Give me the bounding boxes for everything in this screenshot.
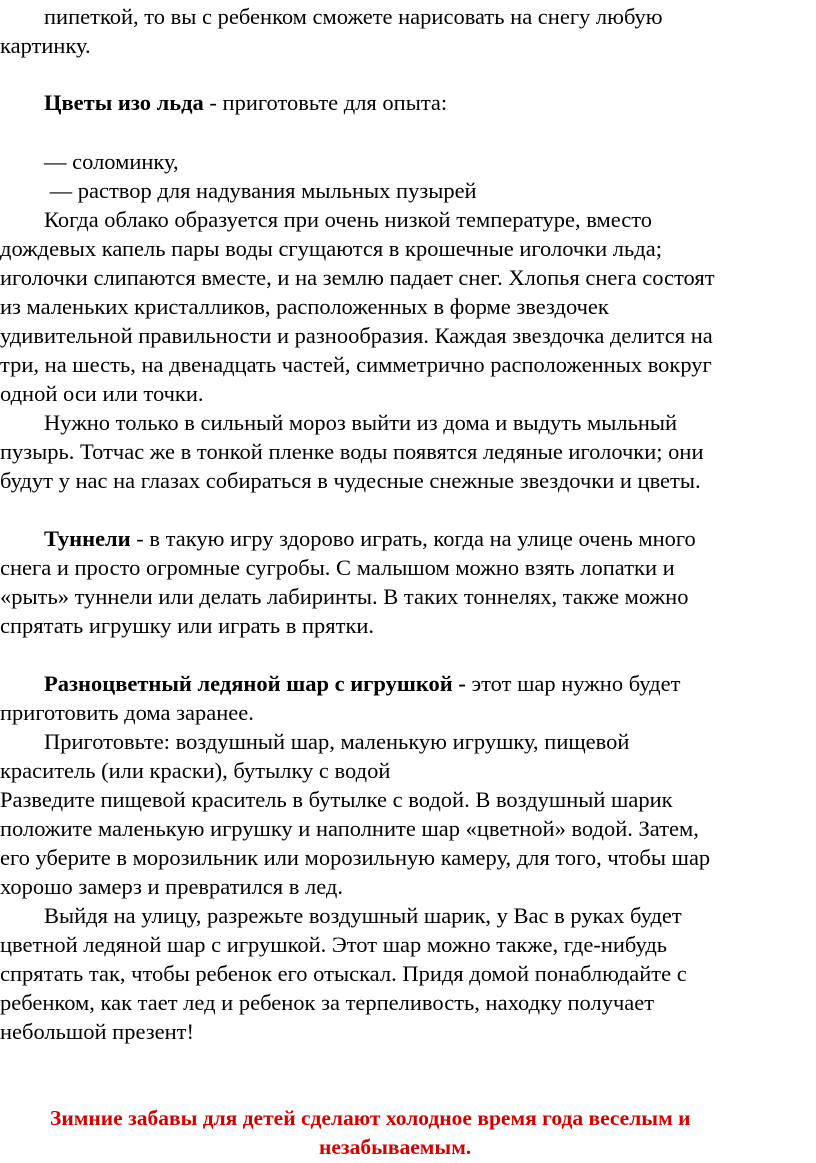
ice-ball-heading — [44, 669, 680, 698]
ice-flowers-p2-line: будут у нас на глазах собираться в чудесные снежные звездочки и цветы. — [0, 468, 701, 493]
ice-ball-steps-line: положите маленькую игрушку и наполните шар «цветной» водой. Затем, — [0, 816, 699, 841]
ice-flowers-item-1: — соломинку, — [44, 149, 179, 174]
ice-flowers-p2-line: Нужно только в сильный мороз выйти из дома и выдуть мыльный — [44, 410, 678, 435]
ice-ball-title: Разноцветный ледяной шар с игрушкой - — [44, 671, 466, 696]
ice-flowers-item-2: — раствор для надувания мыльных пузырей — [44, 178, 477, 203]
ice-ball-final-line: цветной ледяной шар с игрушкой. Этот шар можно также, где-нибудь — [0, 932, 668, 957]
intro-line-1: пипеткой, то вы с ребенком сможете нарисовать на снегу любую — [44, 4, 663, 29]
ice-ball-line-2: приготовить дома заранее. — [0, 700, 254, 725]
ice-ball-title-rest: этот шар нужно будет — [465, 671, 681, 696]
ice-flowers-p2-line: пузырь. Тотчас же в тонкой пленке воды появятся ледяные иголочки; они — [0, 439, 704, 464]
tunnels-heading — [44, 524, 696, 553]
conclusion-line-1: Зимние забавы для детей сделают холодное время года веселым и — [50, 1106, 691, 1130]
tunnels-line: снега и просто огромные сугробы. С малышом можно взять лопатки и — [0, 555, 675, 580]
intro-line-2: картинку. — [0, 33, 91, 58]
ice-flowers-heading — [44, 88, 447, 117]
ice-flowers-p1-line: дождевых капель пары воды сгущаются в крошечные иголочки льда; — [0, 236, 662, 261]
tunnels-title-rest: - в такую игру здорово играть, когда на улице очень много — [130, 526, 696, 551]
ice-flowers-p1-line: одной оси или точки. — [0, 381, 204, 406]
ice-ball-final-line: спрятать так, чтобы ребенок его отыскал. Придя домой понаблюдайте с — [0, 961, 687, 986]
ice-flowers-title-sep: - — [203, 90, 223, 115]
ice-flowers-p1-line: из маленьких кристалликов, расположенных в форме звездочек — [0, 294, 609, 319]
tunnels-line: «рыть» туннели или делать лабиринты. В таких тоннелях, также можно — [0, 584, 689, 609]
ice-flowers-p1-line: Когда облако образуется при очень низкой температуре, вместо — [44, 207, 653, 232]
ice-ball-final-line: небольшой презент! — [0, 1019, 194, 1044]
ice-ball-final-line: ребенком, как тает лед и ребенок за терпеливость, находку получает — [0, 990, 655, 1015]
ice-ball-steps-line: хорошо замерз и превратился в лед. — [0, 874, 344, 899]
tunnels-title: Туннели — [44, 526, 131, 551]
tunnels-line: спрятать игрушку или играть в прятки. — [0, 613, 375, 638]
ice-flowers-title-rest: приготовьте для опыта: — [222, 90, 448, 115]
ice-ball-steps-line: Разведите пищевой краситель в бутылке с водой. В воздушный шарик — [0, 787, 673, 812]
ice-flowers-p1-line: иголочки слипаются вместе, и на землю падает снег. Хлопья снега состоят — [0, 265, 715, 290]
ice-flowers-p1-line: три, на шесть, на двенадцать частей, симметрично расположенных вокруг — [0, 352, 712, 377]
ice-flowers-p1-line: удивительной правильности и разнообразия. Каждая звездочка делится на — [0, 323, 713, 348]
ice-ball-final-line: Выйдя на улицу, разрежьте воздушный шарик, у Вас в руках будет — [44, 903, 682, 928]
conclusion-line-2: незабываемым. — [319, 1135, 472, 1159]
ice-ball-prep-line: краситель (или краски), бутылку с водой — [0, 758, 391, 783]
ice-flowers-title: Цветы изо льда — [44, 90, 204, 115]
ice-ball-prep-line: Приготовьте: воздушный шар, маленькую игрушку, пищевой — [44, 729, 630, 754]
ice-ball-steps-line: его уберите в морозильник или морозильную камеру, для того, чтобы шар — [0, 845, 711, 870]
